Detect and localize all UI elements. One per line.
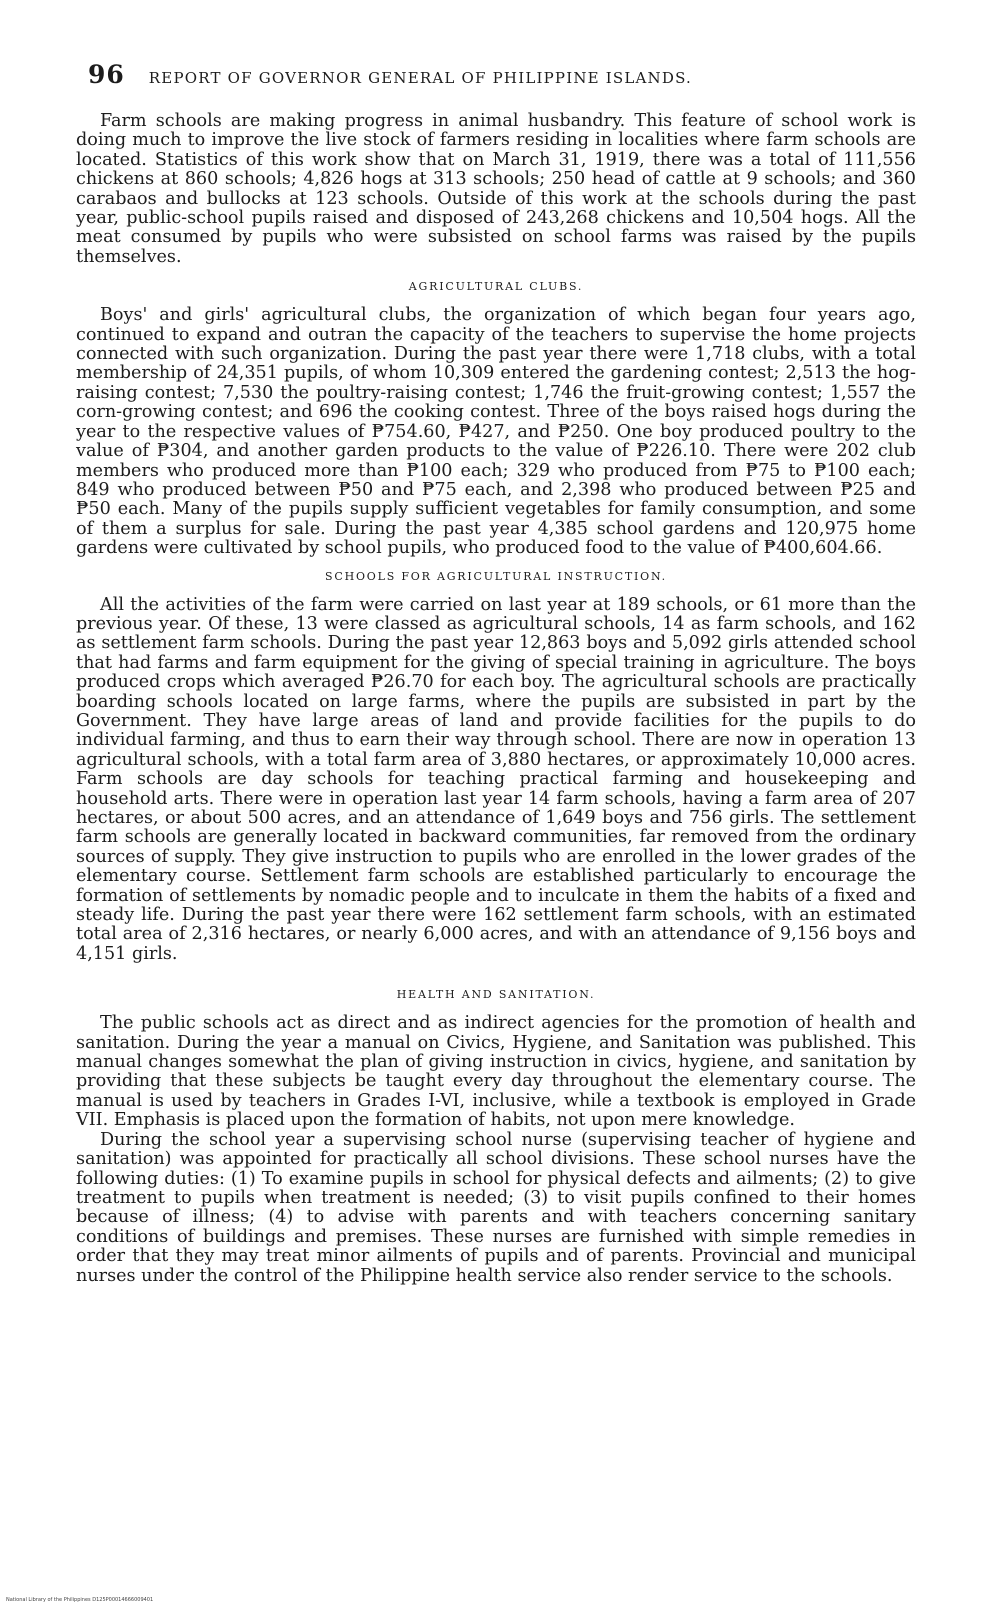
body-text	[76, 112, 916, 1286]
health-paragraph-2: During the school year a supervising school nurse (supervising teacher of hygiene and sanitation) was appointed for practically all school divisions. These school nurses have the following duties: (1) To examine pupils in school for physical defects and ailments; (2) to give treatment to pupils when treatment is needed; (3) to visit pupils confined to their homes because of illness; (4) to advise with parents and with teachers concerning sanitary conditions of buildings and premises. These nurses are furnished with simple remedies in order that they may treat minor ailments of pupils and of parents. Provincial and municipal nurses under the control of the Philippine health service also render service to the schools.	[76, 1129, 916, 1286]
running-header	[88, 60, 908, 90]
health-paragraph-1: The public schools act as direct and as indirect agencies for the promotion of health and sanitation. During the year a manual on Civics, Hygiene, and Sanitation was published. This manual changes somewhat the plan of giving instruction in civics, hygiene, and sanitation by providing that these subjects be taught every day throughout the elementary course. The manual is used by teachers in Grades I-VI, inclusive, while a textbook is employed in Grade VII. Emphasis is placed upon the formation of habits, not upon mere knowledge.	[76, 1013, 916, 1131]
heading-agricultural-instruction: SCHOOLS FOR AGRICULTURAL INSTRUCTION.	[325, 569, 667, 583]
scan-footer: National Library of the Philippines D125P00014666009401	[6, 1597, 154, 1603]
agricultural-clubs-paragraph: Boys' and girls' agricultural clubs, the organization of which began four years ago, continued to expand and outran the capacity of the teachers to supervise the home projects connected with such organization. During the past year there were 1,718 clubs, with a total membership of 24,351 pupils, of whom 10,309 entered the gardening contest; 2,513 the hog-raising contest; 7,530 the poultry-raising contest; 1,746 the fruit-growing contest; 1,557 the corn-growing contest; and 696 the cooking contest. Three of the boys raised hogs during the year to the respective values of ₱754.60, ₱427, and ₱250. One boy produced poultry to the value of ₱304, and another garden products to the value of ₱226.10. There were 202 club members who produced more than ₱100 each; 329 who produced from ₱75 to ₱100 each; 849 who produced between ₱50 and ₱75 each, and 2,398 who produced between ₱25 and ₱50 each. Many of the pupils supply sufficient vegetables for family consumption, and some of them a surplus for sale. During the past year 4,385 school gardens and 120,975 home gardens were cultivated by school pupils, who produced food to the value of ₱400,604.66.	[76, 305, 916, 559]
agricultural-instruction-paragraph: All the activities of the farm were carried on last year at 189 schools, or 61 more than the previous year. Of these, 13 were classed as agricultural schools, 14 as farm schools, and 162 as settlement farm schools. During the past year 12,863 boys and 5,092 girls attended school that had farms and farm equipment for the giving of special training in agriculture. The boys produced crops which averaged ₱26.70 for each boy. The agricultural schools are practically boarding schools located on large farms, where the pupils are subsisted in part by the Government. They have large areas of land and provide facilities for the pupils to do individual farming, and thus to earn their way through school. There are now in operation 13 agricultural schools, with a total farm area of 3,880 hectares, or approximately 10,000 acres. Farm schools are day schools for teaching practical farming and housekeeping and household arts. There were in operation last year 14 farm schools, having a farm area of 207 hectares, or about 500 acres, and an attendance of 1,649 boys and 756 girls. The settlement farm schools are generally located in backward communities, far removed from the ordinary sources of supply. They give instruction to pupils who are enrolled in the lower grades of the elementary course. Settlement farm schools are established particularly to encourage the formation of settlements by nomadic people and to inculcate in them the habits of a fixed and steady life. During the past year there were 162 settlement farm schools, with an estimated total area of 2,316 hectares, or nearly 6,000 acres, and with an attendance of 9,156 boys and 4,151 girls.	[76, 594, 916, 964]
heading-agricultural-clubs: AGRICULTURAL CLUBS.	[408, 280, 584, 294]
running-title: REPORT OF GOVERNOR GENERAL OF PHILIPPINE ISLANDS.	[148, 69, 693, 87]
page-number: 96	[88, 60, 125, 89]
heading-health-sanitation: HEALTH AND SANITATION.	[396, 988, 596, 1002]
farm-schools-paragraph: Farm schools are making progress in animal husbandry. This feature of school work is doing much to improve the live stock of farmers residing in localities where farm schools are located. Statistics of this work show that on March 31, 1919, there was a total of 111,556 chickens at 860 schools; 4,826 hogs at 313 schools; 250 head of cattle at 9 schools; and 360 carabaos and bullocks at 123 schools. Outside of this work at the schools during the past year, public-school pupils raised and disposed of 243,268 chickens and 10,504 hogs. All the meat consumed by pupils who were subsisted on school farms was raised by the pupils themselves.	[76, 111, 916, 267]
